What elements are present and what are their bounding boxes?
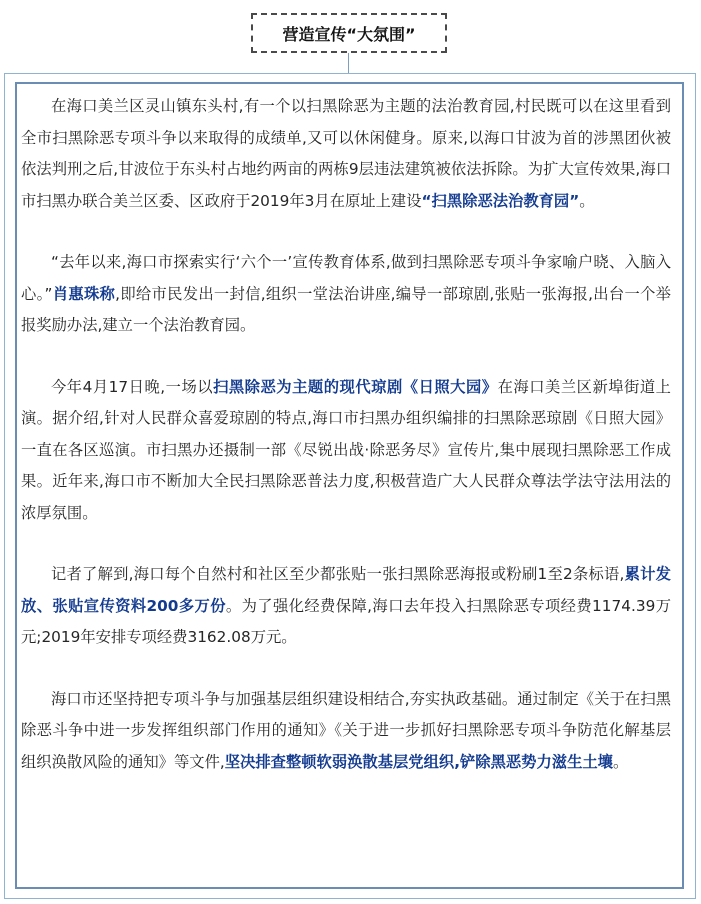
paragraph-2 bbox=[21, 247, 671, 342]
paragraph-3-text-end: 在海口美兰区新埠街道上演。据介绍,针对人民群众喜爱琼剧的特点,海口市扫黑办组织编排的扫黑除恶琼剧《日照大园》一直在各区巡演。市扫黑办还摄制一部《尽锐出战·除恶务尽》宣传片,集中展现扫黑除恶工作成果。近年来,海口市不断加大全民扫黑除恶普法力度,积极营造广大人民群众尊法学法守法用法的浓厚氛围。 bbox=[21, 377, 671, 522]
paragraph-1-text: 在海口美兰区灵山镇东头村,有一个以扫黑除恶为主题的法治教育园,村民既可以在这里看到全市扫黑除恶专项斗争以来取得的成绩单,又可以休闲健身。原来,以海口甘波为首的涉黑团伙被依法判刑之后,甘波位于东头村占地约两亩的两栋9层违法建筑被依法拆除。为扩大宣传效果,海口市扫黑办联合美兰区委、区政府于2019年3月在原址上建设 bbox=[21, 97, 671, 210]
title-connector-line bbox=[348, 53, 349, 73]
paragraph-4-highlight: 累计发放、张贴宣传资料200多万份 bbox=[21, 565, 671, 615]
paragraph-4 bbox=[21, 559, 671, 654]
paragraph-3 bbox=[21, 372, 671, 530]
paragraph-3-text: 今年4月17日晚,一场以 bbox=[51, 377, 214, 396]
paragraph-3-highlight: 扫黑除恶为主题的现代琼剧《日照大园》 bbox=[213, 377, 498, 396]
paragraph-2-text: “去年以来,海口市探索实行‘六个一’宣传教育体系,做到扫黑除恶专项斗争家喻户晓、入脑入心。” bbox=[21, 253, 671, 303]
paragraph-5-highlight: 坚决排查整顿软弱涣散基层党组织,铲除黑恶势力滋生土壤 bbox=[224, 752, 613, 771]
paragraph-5-text-end: 。 bbox=[612, 752, 629, 771]
article-body bbox=[21, 91, 671, 778]
paragraph-4-text-end: 。为了强化经费保障,海口去年投入扫黑除恶专项经费1174.39万元;2019年安排专项经费3162.08万元。 bbox=[21, 596, 671, 646]
paragraph-2-text-end: ,即给市民发出一封信,组织一堂法治讲座,编导一部琼剧,张贴一张海报,出台一个举报奖励办法,建立一个法治教育园。 bbox=[21, 284, 671, 334]
paragraph-2-highlight: 肖惠珠称 bbox=[52, 284, 116, 303]
section-title: 营造宣传“大氛围” bbox=[282, 24, 416, 44]
section-title-box bbox=[251, 13, 447, 53]
paragraph-1-text-end: 。 bbox=[579, 191, 595, 210]
paragraph-1-highlight: “扫黑除恶法治教育园” bbox=[421, 191, 580, 210]
paragraph-5-text: 海口市还坚持把专项斗争与加强基层组织建设相结合,夯实执政基础。通过制定《关于在扫黑除恶斗争中进一步发挥组织部门作用的通知》《关于进一步抓好扫黑除恶专项斗争防范化解基层组织涣散风险的通知》等文件, bbox=[21, 689, 671, 771]
paragraph-1 bbox=[21, 91, 671, 217]
paragraph-4-text: 记者了解到,海口每个自然村和社区至少都张贴一张扫黑除恶海报或粉刷1至2条标语, bbox=[51, 565, 625, 583]
paragraph-5 bbox=[21, 684, 671, 779]
